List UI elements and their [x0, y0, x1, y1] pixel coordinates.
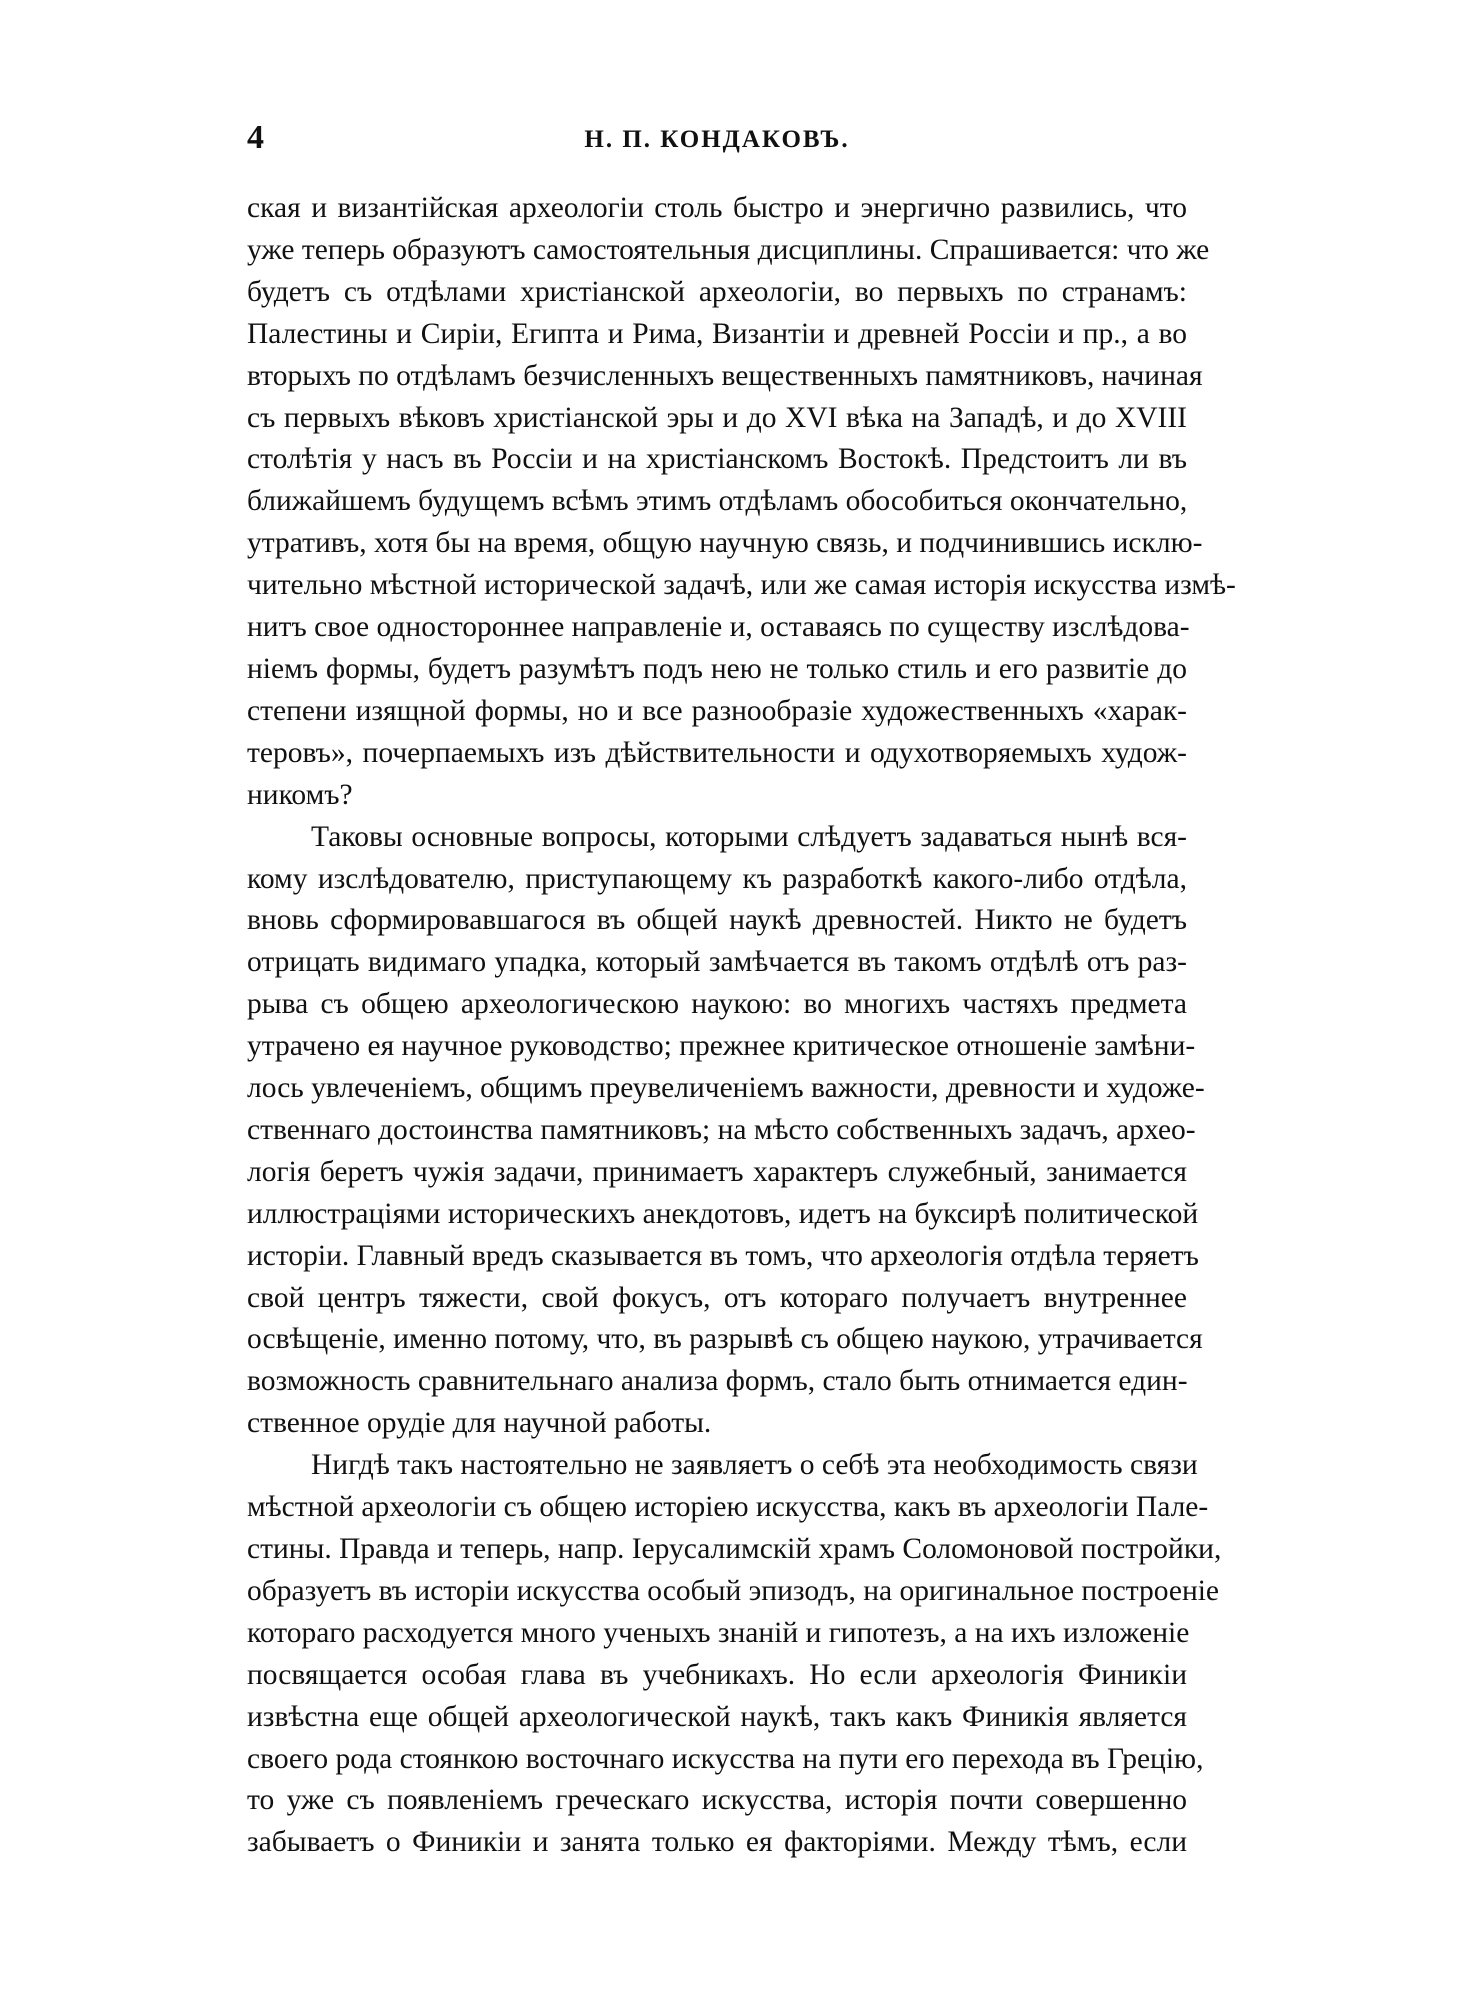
- text-line: исторіи. Главный вредъ сказывается въ томъ, что археологія отдѣла теряетъ: [247, 1239, 1199, 1272]
- text-line: лось увлеченіемъ, общимъ преувеличеніемъ важности, древности и художе-: [247, 1072, 1205, 1105]
- text-line: утративъ, хотя бы на время, общую научную связь, и подчинившись исклю-: [247, 527, 1203, 560]
- text-line: ближайшемъ будущемъ всѣмъ этимъ отдѣламъ обособиться окончательно,: [247, 485, 1188, 518]
- text-line: стины. Правда и теперь, напр. Іерусалимскій храмъ Соломоновой постройки,: [247, 1533, 1222, 1565]
- text-line: кому изслѣдователю, приступающему къ разработкѣ какого-либо отдѣла,: [247, 862, 1187, 895]
- text-line: освѣщеніе, именно потому, что, въ разрывѣ съ общею наукою, утрачивается: [247, 1323, 1203, 1356]
- text-line: Таковы основные вопросы, которыми слѣдуетъ задаваться нынѣ вся-: [311, 820, 1187, 853]
- text-line: степени изящной формы, но и все разнообразіе художественныхъ «харак-: [247, 694, 1187, 727]
- text-line: вновь сформировавшагося въ общей наукѣ древностей. Никто не будетъ: [247, 904, 1187, 937]
- text-line: свой центръ тяжести, свой фокусъ, отъ котораго получаетъ внутреннее: [247, 1281, 1187, 1314]
- text-line: Палестины и Сиріи, Египта и Рима, Византіи и древней Россіи и пр., а во: [247, 317, 1187, 350]
- text-line: утрачено ея научное руководство; прежнее критическое отношеніе замѣни-: [247, 1030, 1196, 1063]
- text-line: своего рода стоянкою восточнаго искусства на пути его перехода въ Грецію,: [247, 1742, 1204, 1775]
- text-line: рыва съ общею археологическою наукою: во многихъ частяхъ предмета: [247, 988, 1187, 1021]
- text-line: ніемъ формы, будетъ разумѣтъ подъ нею не только стиль и его развитіе до: [247, 652, 1187, 685]
- text-line: Нигдѣ такъ настоятельно не заявляетъ о себѣ эта необходимость связи: [311, 1449, 1198, 1482]
- text-line: логія беретъ чужія задачи, принимаетъ характеръ служебный, занимается: [247, 1155, 1187, 1188]
- text-line: отрицать видимаго упадка, который замѣчается въ такомъ отдѣлѣ отъ раз-: [247, 946, 1187, 979]
- text-line: ственнаго достоинства памятниковъ; на мѣсто собственныхъ задачъ, архео-: [247, 1113, 1196, 1146]
- text-line: нитъ свое одностороннее направленіе и, оставаясь по существу изслѣдова-: [247, 611, 1190, 644]
- text-line: котораго расходуется много ученыхъ знаній и гипотезъ, а на ихъ изложеніе: [247, 1616, 1190, 1649]
- page-number: 4: [247, 119, 264, 156]
- text-line: то уже съ появленіемъ греческаго искусства, исторія почти совершенно: [247, 1784, 1187, 1817]
- text-line: ская и византійская археологіи столь быстро и энергично развились, что: [247, 192, 1187, 224]
- header-author: Н. П. КОНДАКОВЪ.: [584, 126, 850, 153]
- text-line: столѣтія у насъ въ Россіи и на христіанскомъ Востокѣ. Предстоитъ ли въ: [247, 443, 1187, 476]
- paragraph-1: [247, 188, 1236, 817]
- running-head: [247, 118, 1187, 168]
- text-line: ственное орудіе для научной работы.: [247, 1407, 712, 1440]
- text-line: вторыхъ по отдѣламъ безчисленныхъ вещественныхъ памятниковъ, начиная: [247, 359, 1203, 392]
- text-line: никомъ?: [247, 778, 353, 811]
- text-line: будетъ съ отдѣлами христіанской археологіи, во первыхъ по странамъ:: [247, 275, 1187, 308]
- text-line: посвящается особая глава въ учебникахъ. Но если археологія Финикіи: [247, 1658, 1187, 1691]
- text-line: съ первыхъ вѣковъ христіанской эры и до XVI вѣка на Западѣ, и до XVIII: [247, 401, 1187, 434]
- text-line: иллюстраціями историческихъ анекдотовъ, идетъ на буксирѣ политической: [247, 1197, 1199, 1230]
- text-line: забываетъ о Финикіи и занята только ея факторіями. Между тѣмъ, если: [247, 1826, 1187, 1859]
- text-line: мѣстной археологіи съ общею исторіею искусства, какъ въ археологіи Пале-: [247, 1491, 1209, 1524]
- text-line: возможность сравнительнаго анализа формъ, стало быть отнимается един-: [247, 1365, 1188, 1398]
- text-line: чительно мѣстной исторической задачѣ, или же самая исторія искусства измѣ-: [247, 569, 1236, 602]
- text-line: извѣстна еще общей археологической наукѣ, такъ какъ Финикія является: [247, 1700, 1187, 1733]
- text-line: теровъ», почерпаемыхъ изъ дѣйствительности и одухотворяемыхъ худож-: [247, 736, 1187, 769]
- text-line: образуетъ въ исторіи искусства особый эпизодъ, на оригинальное построеніе: [247, 1574, 1220, 1607]
- paragraph-2: [247, 817, 1205, 1446]
- text-line: уже теперь образуютъ самостоятельныя дисциплины. Спрашивается: что же: [247, 233, 1210, 266]
- body-text: [247, 188, 1236, 1864]
- paragraph-3: [247, 1445, 1222, 1864]
